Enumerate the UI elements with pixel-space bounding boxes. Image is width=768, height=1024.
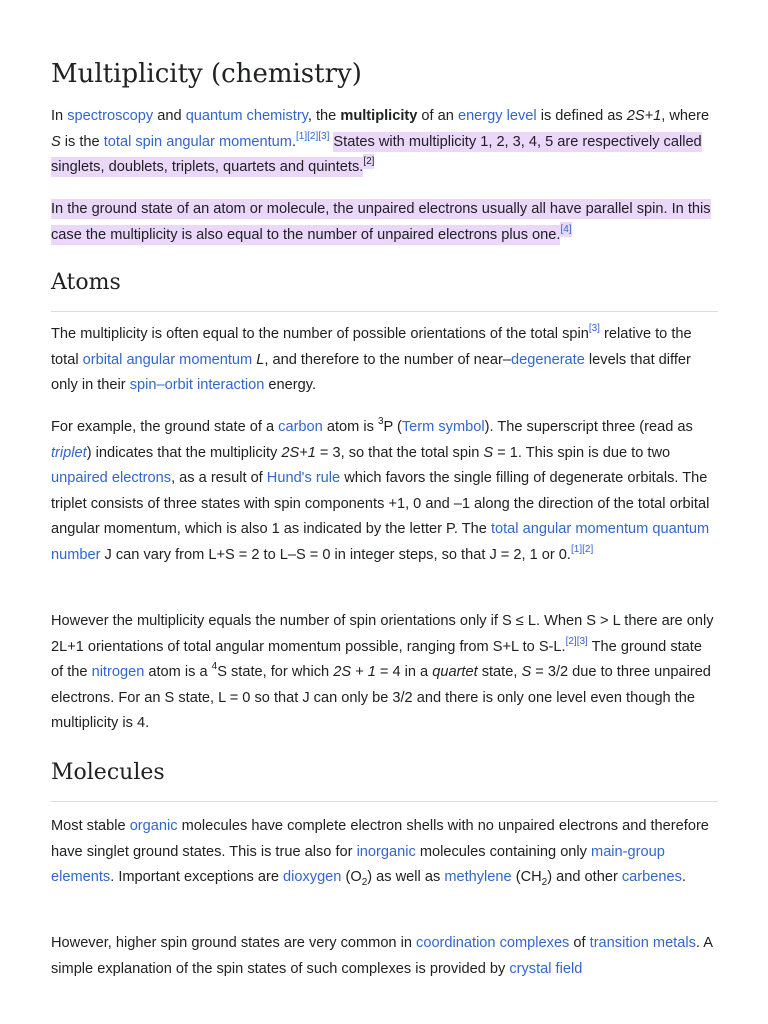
reference-link[interactable]: [4] — [560, 223, 572, 235]
highlighted-text: States with multiplicity 1, 2, 3, 4, 5 are respectively called singlets, doublets, triplets, quartets and quintets. — [51, 133, 702, 176]
page-title: Multiplicity (chemistry) — [51, 59, 362, 89]
link-crystal-field[interactable]: crystal field — [509, 960, 583, 977]
link-inorganic[interactable]: inorganic — [356, 843, 416, 860]
link-coordination-complexes[interactable]: coordination complexes — [416, 935, 570, 951]
intro-paragraph-1: In spectroscopy and quantum chemistry, the multiplicity of an energy level is defined as 2S+1, where S is the total spin angular momentum.[1][2][3] States with multiplicity 1, 2, 3, 4, 5 are respectively called singlets, doublets, triplets, quartets and quintets.[2] — [51, 108, 710, 176]
molecules-paragraph-2: However, higher spin ground states are very common in coordination complexes of transition metals. A simple explanation of the spin states of such complexes is provided by crystal field — [51, 935, 713, 977]
section-divider — [51, 801, 718, 802]
link-carbon[interactable]: carbon — [278, 419, 323, 435]
reference-link[interactable]: [1][2] — [570, 544, 594, 556]
link-organic[interactable]: organic — [129, 818, 178, 834]
link-total-spin-angular-momentum[interactable]: total spin angular momentum — [103, 133, 292, 150]
link-quantum-chemistry[interactable]: quantum chemistry — [185, 108, 308, 124]
link-nitrogen[interactable]: nitrogen — [91, 664, 145, 681]
atoms-paragraph-2: For example, the ground state of a carbon atom is $^3$P (Term symbol). The superscript three (read as triplet) indicates that the multiplicity 2S+1 = 3, so that the total spin S = 1. This spin is due to two unpaired electrons, as a result of Hund's rule which favors the single filling of degenerate orbitals. The triplet consists of three states with spin components +1, 0 and –1 along the direction of the total orbital angular momentum, which is also 1 as indicated by the letter P. The total angular momentum quantum number J can vary from L+S = 2 to L–S = 0 in integer steps, so that J = 2, 1 or 0.[1][2] — [51, 416, 710, 563]
highlighted-text: In the ground state of an atom or molecule, the unpaired electrons usually all have parallel spin. In this case the multiplicity is also equal to the number of unpaired electrons plus one. — [51, 201, 711, 243]
link-transition-metals[interactable]: transition metals — [589, 935, 696, 951]
reference-link[interactable]: [1][2][3] — [296, 130, 330, 142]
link-hunds-rule[interactable]: Hund's rule — [266, 470, 341, 487]
link-methylene[interactable]: methylene — [444, 869, 512, 886]
atoms-paragraph-1: The multiplicity is often equal to the number of possible orientations of the total spin[3] relative to the total orbital angular momentum L, and therefore to the number of near–degenerate levels that differ only in their spin–orbit interaction energy. — [51, 323, 692, 394]
reference-link[interactable]: [3] — [588, 323, 600, 335]
link-main-group-elements[interactable]: main-group elements — [51, 843, 665, 886]
link-unpaired-electrons[interactable]: unpaired electrons — [51, 470, 172, 487]
section-heading-molecules: Molecules — [51, 760, 165, 785]
link-orbital-angular-momentum[interactable]: orbital angular momentum — [82, 351, 253, 368]
link-total-angular-momentum-quantum-number[interactable]: total angular momentum quantum number — [51, 521, 710, 563]
link-triplet[interactable]: triplet — [51, 444, 87, 461]
reference-link[interactable]: [2][3] — [565, 635, 588, 647]
section-heading-atoms: Atoms — [51, 270, 121, 295]
intro-paragraph-2 — [51, 197, 718, 248]
atoms-paragraph-3: However the multiplicity equals the number of spin orientations only if S ≤ L. When S > L there are only 2L+1 orientations of total angular momentum possible, ranging from S+L to S-L.[2][3] The ground state of the nitrogen atom is a $^4$S state, for which 2S + 1 = 4 in a quartet state, S = 3/2 due to three unpaired electrons. For an S state, L = 0 so that J can only be 3/2 and there is only one level even though the multiplicity is 4. — [51, 613, 714, 732]
link-degenerate[interactable]: degenerate — [511, 351, 585, 368]
link-carbenes[interactable]: carbenes — [621, 869, 682, 886]
link-energy-level[interactable]: energy level — [457, 108, 537, 124]
link-term-symbol[interactable]: Term symbol — [401, 419, 485, 435]
bold-term: multiplicity — [340, 108, 418, 124]
reference-link[interactable]: [2] — [363, 156, 375, 168]
link-spectroscopy[interactable]: spectroscopy — [67, 108, 154, 124]
molecules-paragraph-1: Most stable organic molecules have complete electron shells with no unpaired electrons and therefore have singlet ground states. This is true also for inorganic molecules containing only main-group elements. Important exceptions are dioxygen $(O_2)$ as well as methylene $(CH_2)$ and other carbenes. — [51, 818, 709, 889]
link-dioxygen[interactable]: dioxygen — [283, 869, 342, 886]
link-spin-orbit-interaction[interactable]: spin–orbit interaction — [129, 377, 265, 394]
section-divider — [51, 311, 718, 312]
